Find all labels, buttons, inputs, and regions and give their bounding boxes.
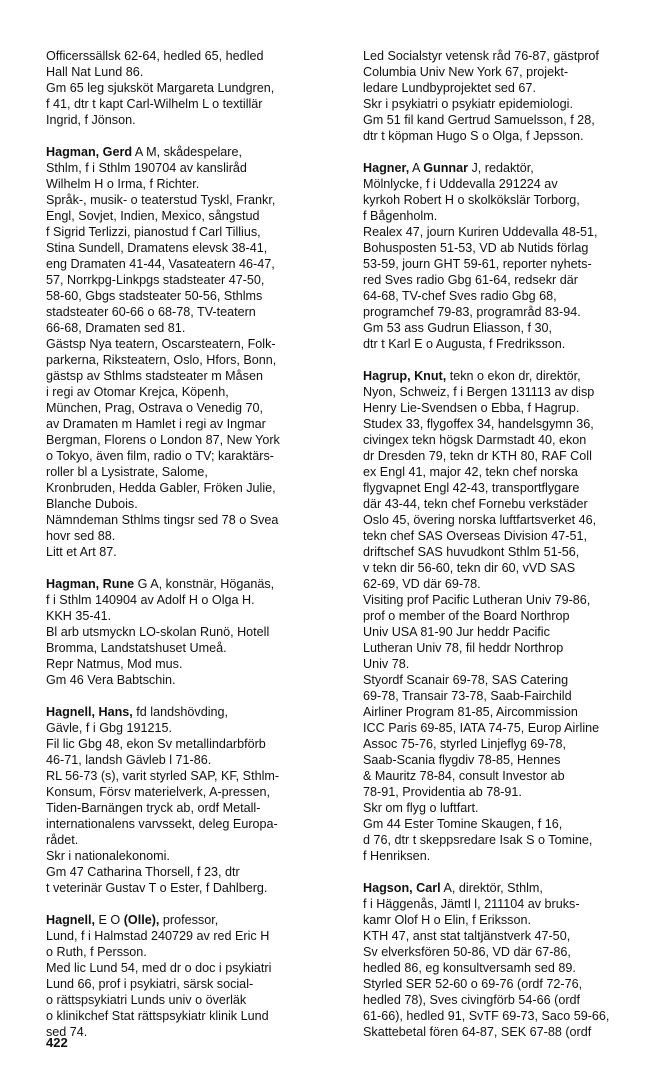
entry-line — [46, 48, 346, 64]
entry-text: Led Socialstyr vetensk råd 76-87, gästprof — [363, 49, 599, 63]
entry-text: Saab-Scania flygdiv 78-85, Hennes — [363, 753, 561, 767]
entry-line — [46, 528, 346, 544]
entry-line — [46, 912, 346, 928]
entry-name: (Olle), — [123, 913, 160, 927]
entry-text: f Henriksen. — [363, 849, 431, 863]
entry-text: tekn chef SAS Overseas Division 47-51, — [363, 529, 587, 543]
entry-text: & Mauritz 78-84, consult Investor ab — [363, 769, 565, 783]
entry-text: flygvapnet Engl 42-43, transportflygare — [363, 481, 580, 495]
entry-text: 57, Norrkpg-Linkpgs stadsteater 47-50, — [46, 273, 265, 287]
entry-line — [46, 320, 346, 336]
entry-line — [46, 176, 346, 192]
entry-line — [46, 1008, 346, 1024]
entry-line — [363, 592, 661, 608]
entry-text: Skr om flyg o luftfart. — [363, 801, 479, 815]
entry-line — [363, 944, 661, 960]
entry-line — [363, 176, 661, 192]
entry-text: Repr Natmus, Mod mus. — [46, 657, 183, 671]
entry-text: Skr i psykiatri o psykiatr epidemiologi. — [363, 97, 573, 111]
entry-text: tekn o ekon dr, direktör, — [446, 369, 581, 383]
entry-line — [46, 544, 346, 560]
entry-text: f i Häggenås, Jämtl l, 211104 av bruks- — [363, 897, 580, 911]
entry-text: kamr Olof H o Elin, f Eriksson. — [363, 913, 531, 927]
entry-text: parkerna, Riksteatern, Oslo, Hfors, Bonn, — [46, 353, 277, 367]
entry-text: Nyon, Schweiz, f i Bergen 131113 av disp — [363, 385, 595, 399]
entry-text: 58-60, Gbgs stadsteater 50-56, Sthlms — [46, 289, 263, 303]
entry-text: sed 74. — [46, 1025, 88, 1039]
entry-line — [363, 832, 661, 848]
entry-line — [46, 416, 346, 432]
entry-text: ex Engl 41, major 42, tekn chef norska — [363, 465, 578, 479]
entry-text: E O — [95, 913, 124, 927]
entry-text: hedled 86, eg konsultversamh sed 89. — [363, 961, 576, 975]
entry-text: 69-78, Transair 73-78, Saab-Fairchild — [363, 689, 572, 703]
entry-line — [46, 368, 346, 384]
entry-text: Fil lic Gbg 48, ekon Sv metallindarbförb — [46, 737, 266, 751]
entry-line — [46, 832, 346, 848]
entry-text: o Tokyo, även film, radio o TV; karaktärs- — [46, 449, 274, 463]
entry-line — [46, 592, 346, 608]
entry-text: f Sigrid Terlizzi, pianostud f Carl Tillius, — [46, 225, 261, 239]
entry-line — [363, 208, 661, 224]
entry-text: Sv elverksfören 50-86, VD där 67-86, — [363, 945, 571, 959]
entry-text: gästsp av Sthlms stadsteater m Måsen — [46, 369, 263, 383]
entry-line — [46, 992, 346, 1008]
entry-line — [46, 608, 346, 624]
entry-text: Litt et Art 87. — [46, 545, 117, 559]
entry-line — [363, 704, 661, 720]
entry-line — [46, 464, 346, 480]
entry-text: Gästsp Nya teatern, Oscarsteatern, Folk- — [46, 337, 276, 351]
entry-line — [46, 624, 346, 640]
biography-entry — [363, 160, 661, 352]
entry-text: KTH 47, anst stat taltjänstverk 47-50, — [363, 929, 571, 943]
entry-line — [363, 720, 661, 736]
entry-line — [363, 384, 661, 400]
entry-line — [46, 80, 346, 96]
entry-line — [46, 96, 346, 112]
entry-text: Studex 33, flygoffex 34, handelsgymn 36, — [363, 417, 594, 431]
entry-text: Gm 51 fil kand Gertrud Samuelsson, f 28, — [363, 113, 595, 127]
entry-line — [46, 256, 346, 272]
entry-text: hedled 78), Sves civingförb 54-66 (ordf — [363, 993, 581, 1007]
entry-line — [363, 480, 661, 496]
entry-text: 78-91, Providentia ab 78-91. — [363, 785, 522, 799]
entry-text: Univ USA 81-90 Jur heddr Pacific — [363, 625, 550, 639]
entry-line — [363, 368, 661, 384]
biography-entry — [46, 144, 346, 560]
entry-line — [363, 896, 661, 912]
entry-line — [363, 464, 661, 480]
entry-text: dtr t Karl E o Augusta, f Fredriksson. — [363, 337, 566, 351]
entry-line — [46, 288, 346, 304]
entry-text: Konsum, Försv materielverk, A-pressen, — [46, 785, 270, 799]
entry-text: d 76, dtr t skeppsredare Isak S o Tomine, — [363, 833, 593, 847]
entry-text: Gm 47 Catharina Thorsell, f 23, dtr — [46, 865, 240, 879]
biography-entry — [46, 912, 346, 1040]
entry-text: Språk-, musik- o teaterstud Tyskl, Frankr, — [46, 193, 276, 207]
entry-text: red Sves radio Gbg 61-64, redsekr där — [363, 273, 578, 287]
entry-line — [363, 128, 661, 144]
entry-text: Bl arb utsmyckn LO-skolan Runö, Hotell — [46, 625, 270, 639]
entry-text: dr Dresden 79, tekn dr KTH 80, RAF Coll — [363, 449, 592, 463]
entry-text: där 43-44, tekn chef Fornebu verkstäder — [363, 497, 588, 511]
entry-line — [46, 208, 346, 224]
biography-entry — [363, 48, 661, 144]
entry-line — [46, 976, 346, 992]
biography-entry — [363, 368, 661, 864]
entry-line — [46, 432, 346, 448]
entry-text: Hall Nat Lund 86. — [46, 65, 144, 79]
entry-text: Stina Sundell, Dramatens elevsk 38-41, — [46, 241, 268, 255]
entry-line — [46, 800, 346, 816]
entry-line — [363, 672, 661, 688]
entry-line — [46, 192, 346, 208]
entry-text: Skattebetal fören 64-87, SEK 67-88 (ordf — [363, 1025, 592, 1039]
entry-text: Assoc 75-76, styrled Linjeflyg 69-78, — [363, 737, 567, 751]
entry-text: Gm 44 Ester Tomine Skaugen, f 16, — [363, 817, 563, 831]
entry-line — [363, 64, 661, 80]
entry-text: t veterinär Gustav T o Ester, f Dahlberg. — [46, 881, 268, 895]
entry-text: Bohusposten 51-53, VD ab Nutids förlag — [363, 241, 589, 255]
entry-text: Ingrid, f Jönson. — [46, 113, 136, 127]
entry-line — [46, 944, 346, 960]
entry-name: Hagson, Carl — [363, 881, 441, 895]
entry-text: hovr sed 88. — [46, 529, 116, 543]
entry-line — [46, 384, 346, 400]
entry-text: fd landshövding, — [132, 705, 229, 719]
entry-text: Nämndeman Sthlms tingsr sed 78 o Svea — [46, 513, 279, 527]
entry-line — [363, 1024, 661, 1040]
entry-line — [46, 352, 346, 368]
entry-line — [363, 560, 661, 576]
entry-line — [46, 448, 346, 464]
entry-line — [46, 848, 346, 864]
entry-line — [46, 640, 346, 656]
entry-line — [363, 800, 661, 816]
biography-entry — [46, 704, 346, 896]
entry-text: Officerssällsk 62-64, hedled 65, hedled — [46, 49, 264, 63]
entry-line — [363, 160, 661, 176]
entry-text: 61-66), hedled 91, SvTF 69-73, Saco 59-66, — [363, 1009, 610, 1023]
entry-text: o rättspsykiatri Lunds univ o överläk — [46, 993, 247, 1007]
entry-line — [363, 576, 661, 592]
entry-name: Hagnell, — [46, 913, 95, 927]
entry-text: 53-59, journ GHT 59-61, reporter nyhets- — [363, 257, 592, 271]
entry-text: dtr t köpman Hugo S o Olga, f Jepsson. — [363, 129, 584, 143]
entry-line — [46, 304, 346, 320]
entry-line — [363, 224, 661, 240]
entry-line — [46, 736, 346, 752]
entry-line — [46, 752, 346, 768]
entry-text: Wilhelm H o Irma, f Richter. — [46, 177, 200, 191]
entry-line — [46, 960, 346, 976]
entry-line — [46, 64, 346, 80]
entry-text: Tiden-Barnängen tryck ab, ordf Metall- — [46, 801, 261, 815]
entry-text: München, Prag, Ostrava o Venedig 70, — [46, 401, 264, 415]
entry-line — [363, 432, 661, 448]
entry-line — [363, 992, 661, 1008]
entry-line — [363, 48, 661, 64]
entry-text: Lutheran Univ 78, fil heddr Northrop — [363, 641, 564, 655]
entry-text: Bromma, Landstatshuset Umeå. — [46, 641, 227, 655]
entry-text: Kronbruden, Hedda Gabler, Fröken Julie, — [46, 481, 276, 495]
entry-text: Engl, Sovjet, Indien, Mexico, sångstud — [46, 209, 260, 223]
entry-text: av Dramaten m Hamlet i regi av Ingmar — [46, 417, 266, 431]
entry-text: stadsteater 60-66 o 68-78, TV-teatern — [46, 305, 256, 319]
entry-text: Oslo 45, övering norska luftfartsverket 46, — [363, 513, 597, 527]
entry-line — [46, 704, 346, 720]
entry-text: Gm 46 Vera Babtschin. — [46, 673, 176, 687]
entry-line — [363, 784, 661, 800]
entry-text: Skr i nationalekonomi. — [46, 849, 170, 863]
entry-line — [363, 544, 661, 560]
entry-line — [363, 80, 661, 96]
page-number: 422 — [46, 1035, 68, 1050]
entry-line — [363, 656, 661, 672]
entry-name: Hagman, Gerd — [46, 145, 133, 159]
entry-line — [363, 768, 661, 784]
entry-text: ICC Paris 69-85, IATA 74-75, Europ Airline — [363, 721, 600, 735]
entry-line — [46, 768, 346, 784]
entry-text: Mölnlycke, f i Uddevalla 291224 av — [363, 177, 558, 191]
entry-text: Gm 65 leg sjuksköt Margareta Lundgren, — [46, 81, 275, 95]
entry-text: Blanche Dubois. — [46, 497, 138, 511]
entry-text: driftschef SAS huvudkont Sthlm 51-56, — [363, 545, 580, 559]
entry-line — [46, 272, 346, 288]
entry-line — [46, 224, 346, 240]
entry-line — [46, 576, 346, 592]
entry-text: Styrled SER 52-60 o 69-76 (ordf 72-76, — [363, 977, 583, 991]
entry-text: J, redaktör, — [468, 161, 534, 175]
entry-text: Bergman, Florens o London 87, New York — [46, 433, 280, 447]
entry-line — [363, 96, 661, 112]
entry-line — [363, 912, 661, 928]
biography-entry — [363, 880, 661, 1040]
entry-line — [363, 416, 661, 432]
entry-line — [46, 928, 346, 944]
entry-text: 64-68, TV-chef Sves radio Gbg 68, — [363, 289, 557, 303]
entry-text: o klinikchef Stat rättspsykiatr klinik Lund — [46, 1009, 269, 1023]
entry-text: Med lic Lund 54, med dr o doc i psykiatri — [46, 961, 272, 975]
entry-line — [363, 752, 661, 768]
entry-line — [46, 512, 346, 528]
entry-line — [363, 256, 661, 272]
entry-line — [46, 240, 346, 256]
entry-text: f i Sthlm 140904 av Adolf H o Olga H. — [46, 593, 255, 607]
entry-text: o Ruth, f Persson. — [46, 945, 147, 959]
entry-line — [363, 272, 661, 288]
right-column — [363, 48, 661, 1056]
entry-line — [363, 976, 661, 992]
entry-text: kyrkoh Robert H o skolkökslär Torborg, — [363, 193, 580, 207]
entry-text: 62-69, VD där 69-78. — [363, 577, 481, 591]
entry-line — [363, 240, 661, 256]
entry-name: Hagman, Rune — [46, 577, 135, 591]
entry-line — [46, 816, 346, 832]
entry-text: Columbia Univ New York 67, projekt- — [363, 65, 569, 79]
entry-line — [363, 848, 661, 864]
entry-text: prof o member of the Board Northrop — [363, 609, 570, 623]
biography-entry — [46, 48, 346, 128]
entry-text: Henry Lie-Svendsen o Ebba, f Hagrup. — [363, 401, 580, 415]
entry-text: Visiting prof Pacific Lutheran Univ 79-86, — [363, 593, 591, 607]
entry-text: RL 56-73 (s), varit styrled SAP, KF, Sthlm- — [46, 769, 280, 783]
entry-line — [363, 512, 661, 528]
entry-name: Hagrup, Knut, — [363, 369, 447, 383]
entry-text: Airliner Program 81-85, Aircommission — [363, 705, 578, 719]
entry-text: professor, — [159, 913, 219, 927]
entry-line — [363, 624, 661, 640]
entry-line — [46, 336, 346, 352]
entry-text: 46-71, landsh Gävleb l 71-86. — [46, 753, 212, 767]
entry-text: Gävle, f i Gbg 191215. — [46, 721, 173, 735]
entry-text: Styordf Scanair 69-78, SAS Catering — [363, 673, 569, 687]
entry-text: Lund, f i Halmstad 240729 av red Eric H — [46, 929, 270, 943]
entry-line — [46, 160, 346, 176]
entry-text: 66-68, Dramaten sed 81. — [46, 321, 186, 335]
entry-line — [46, 672, 346, 688]
entry-line — [46, 496, 346, 512]
entry-name: Gunnar — [423, 161, 468, 175]
entry-line — [363, 1008, 661, 1024]
entry-text: civingex tekn högsk Darmstadt 40, ekon — [363, 433, 587, 447]
entry-line — [46, 112, 346, 128]
entry-text: Sthlm, f i Sthlm 190704 av kanslіråd — [46, 161, 247, 175]
entry-name: Hagnell, Hans, — [46, 705, 133, 719]
entry-line — [46, 880, 346, 896]
entry-text: A — [409, 161, 424, 175]
entry-line — [363, 880, 661, 896]
entry-text: eng Dramaten 41-44, Vasateatern 46-47, — [46, 257, 275, 271]
entry-text: Lund 66, prof i psykiatri, särsk social- — [46, 977, 254, 991]
entry-line — [363, 336, 661, 352]
entry-text: A M, skådespelare, — [132, 145, 242, 159]
entry-line — [46, 1024, 346, 1040]
entry-line — [46, 400, 346, 416]
biography-entry — [46, 576, 346, 688]
entry-line — [363, 448, 661, 464]
entry-text: ledare Lundbyprojektet sed 67. — [363, 81, 536, 95]
left-column — [46, 48, 346, 1056]
entry-text: roller bl a Lysistrate, Salome, — [46, 465, 208, 479]
entry-line — [363, 736, 661, 752]
entry-text: rådet. — [46, 833, 79, 847]
entry-text: internationalens varvssekt, deleg Europa- — [46, 817, 278, 831]
entry-name: Hagner, — [363, 161, 410, 175]
entry-text: G A, konstnär, Höganäs, — [134, 577, 275, 591]
entry-text: programchef 79-83, programråd 83-94. — [363, 305, 581, 319]
entry-line — [363, 640, 661, 656]
entry-line — [46, 864, 346, 880]
entry-line — [46, 720, 346, 736]
entry-text: A, direktör, Sthlm, — [440, 881, 543, 895]
entry-text: i regi av Otomar Krejca, Köpenh, — [46, 385, 229, 399]
entry-line — [363, 496, 661, 512]
entry-line — [363, 192, 661, 208]
entry-line — [46, 480, 346, 496]
entry-text: f 41, dtr t kapt Carl-Wilhelm L o textillär — [46, 97, 263, 111]
entry-text: f Bågenholm. — [363, 209, 438, 223]
entry-line — [46, 144, 346, 160]
entry-line — [363, 112, 661, 128]
entry-line — [363, 304, 661, 320]
entry-line — [363, 816, 661, 832]
entry-line — [363, 928, 661, 944]
entry-line — [363, 528, 661, 544]
entry-line — [363, 288, 661, 304]
entry-line — [363, 608, 661, 624]
entry-line — [363, 320, 661, 336]
entry-text: Univ 78. — [363, 657, 410, 671]
entry-line — [363, 960, 661, 976]
entry-line — [46, 656, 346, 672]
entry-line — [363, 688, 661, 704]
entry-text: Realex 47, journ Kuriren Uddevalla 48-51, — [363, 225, 598, 239]
entry-text: Gm 53 ass Gudrun Eliasson, f 30, — [363, 321, 552, 335]
entry-text: KKH 35-41. — [46, 609, 112, 623]
entry-line — [46, 784, 346, 800]
entry-line — [363, 400, 661, 416]
entry-text: v tekn dir 56-60, tekn dir 60, vVD SAS — [363, 561, 576, 575]
